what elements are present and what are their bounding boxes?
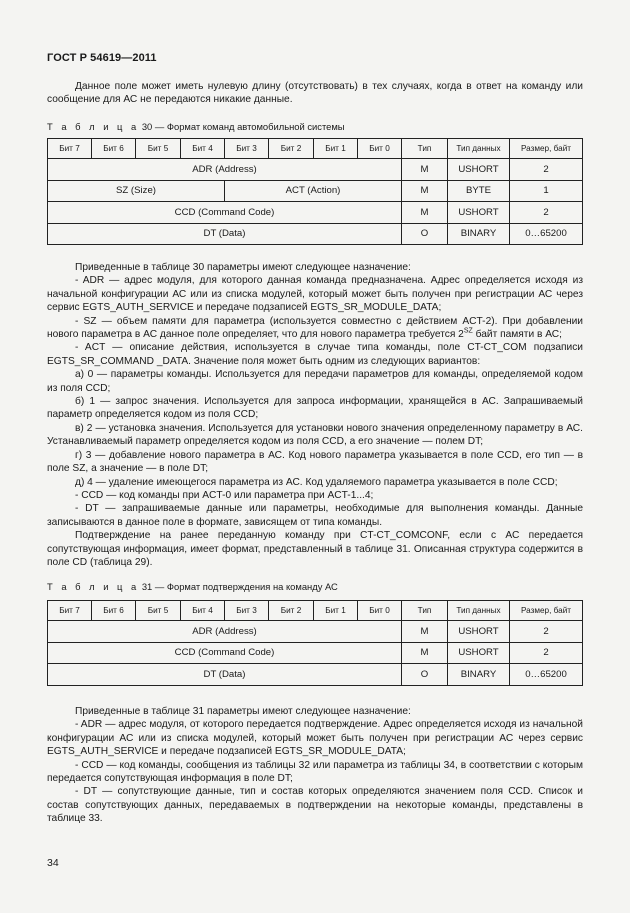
table-30-header-row	[48, 139, 583, 159]
size-cell: 1	[510, 180, 583, 202]
datatype-cell: USHORT	[448, 621, 510, 643]
intro-text: Данное поле может иметь нулевую длину (отсутствовать) в тех случаях, когда в ответ на команду или сообщение для АС не передаются никакие данные.	[47, 81, 583, 106]
table-row	[48, 664, 583, 686]
table-30-caption	[47, 121, 345, 132]
table-31-caption-text: 31 — Формат подтверждения на команду АС	[141, 581, 338, 592]
intro-paragraph	[47, 80, 583, 107]
type-cell: M	[402, 621, 448, 643]
datatype-cell: BINARY	[448, 223, 510, 245]
text-line: - ACT — описание действия, используется в случае типа команды, поле CT-CT_COM подзаписи EGTS_SR_COMMAND _DATA. Значение поля может быть одним из следующих вариантов:	[47, 342, 583, 367]
superscript: SZ	[463, 327, 473, 335]
text-line: а) 0 — параметры команды. Используется для передачи параметров для команды, определяемой кодом из поля CCD;	[47, 369, 583, 394]
table-row	[48, 159, 583, 181]
col-header: Бит 4	[181, 139, 225, 159]
datatype-cell: USHORT	[448, 642, 510, 664]
text-line: - ADR — адрес модуля, от которого передается подтверждение. Адрес определяется исходя из начальной конфигурации АС или из списка модулей, который может быть получен при регистрации АС через сервис EGTS_AUTH_SERVICE и передаче подзаписей EGTS_SR_MODULE_DATA;	[47, 719, 583, 758]
col-header: Бит 6	[92, 601, 136, 621]
col-header: Бит 0	[358, 139, 402, 159]
col-header: Тип	[402, 139, 448, 159]
type-cell: M	[402, 180, 448, 202]
datatype-cell: USHORT	[448, 202, 510, 224]
type-cell: O	[402, 223, 448, 245]
table-row	[48, 642, 583, 664]
text-line	[47, 315, 583, 342]
table-31-description	[47, 705, 583, 826]
size-cell: 2	[510, 642, 583, 664]
table-row	[48, 202, 583, 224]
size-cell: 2	[510, 159, 583, 181]
col-header: Бит 2	[269, 601, 314, 621]
field-name-cell: DT (Data)	[48, 223, 402, 245]
table-31-header-row	[48, 601, 583, 621]
table-30-caption-prefix: Т а б л и ц а	[47, 121, 140, 132]
text-line: Приведенные в таблице 30 параметры имеют следующее назначение:	[75, 262, 411, 273]
col-header: Бит 0	[358, 601, 402, 621]
table-30	[47, 138, 583, 245]
datatype-cell: BINARY	[448, 664, 510, 686]
text-line: - CCD — код команды, сообщения из таблицы 32 или параметра из таблицы 34, в соответствии с которым передается сопутствующая информация в поле DT;	[47, 759, 583, 785]
table-30-description	[47, 261, 583, 569]
text-line: д) 4 — удаление имеющегося параметра из АС. Код удаляемого параметра указывается в поле CCD;	[75, 476, 558, 488]
col-header: Размер, байт	[510, 139, 583, 159]
table-row	[48, 621, 583, 643]
col-header: Тип данных	[448, 139, 510, 159]
datatype-cell: BYTE	[448, 180, 510, 202]
field-name-cell: DT (Data)	[48, 664, 402, 686]
size-cell: 0…65200	[510, 223, 583, 245]
table-31-caption-prefix: Т а б л и ц а	[47, 581, 140, 592]
field-name-cell: ADR (Address)	[48, 621, 402, 643]
col-header: Бит 1	[314, 139, 358, 159]
field-name-cell: ADR (Address)	[48, 159, 402, 181]
field-name-cell: SZ (Size)	[48, 180, 225, 202]
text-line: Приведенные в таблице 31 параметры имеют следующее назначение:	[75, 706, 411, 717]
field-name-cell: CCD (Command Code)	[48, 642, 402, 664]
col-header: Бит 1	[314, 601, 358, 621]
size-cell: 2	[510, 621, 583, 643]
table-31-caption	[47, 581, 338, 592]
col-header: Размер, байт	[510, 601, 583, 621]
type-cell: M	[402, 159, 448, 181]
table-row	[48, 223, 583, 245]
text-line: - ADR — адрес модуля, для которого данная команда предназначена. Адрес определяется исходя из начальной конфигурации АС или из списка модулей, который может быть получен при регистрации АС через сервис EGTS_AUTH_SERVICE и передаче подзаписей EGTS_SR_MODULE_DATA;	[47, 275, 583, 314]
text-line: г) 3 — добавление нового параметра в АС. Код нового параметра указывается в поле CCD, его тип — в поле SZ, а значение — в поле DT;	[47, 449, 583, 475]
type-cell: O	[402, 664, 448, 686]
col-header: Тип	[402, 601, 448, 621]
text-line: б) 1 — запрос значения. Используется для запроса информации, хранящейся в АС. Запрашиваемый параметр определяется кодом из поля CCD;	[47, 396, 583, 421]
standard-header: ГОСТ Р 54619—2011	[47, 52, 157, 64]
datatype-cell: USHORT	[448, 159, 510, 181]
text-line: в) 2 — установка значения. Используется для установки нового значения определенному параметру в АС. Устанавливаемый параметр определяется кодом из поля CCD, а его значение — полем DT;	[47, 422, 583, 448]
col-header: Бит 7	[48, 601, 92, 621]
text-line: Подтверждение на ранее переданную команду при CT-CT_COMCONF, если с АС передается сопутствующая информация, имеет формат, представленный в таблице 31. Описанная структура содержится в поле CD (таблица 29).	[47, 530, 583, 568]
type-cell: M	[402, 642, 448, 664]
text-span: - SZ — объем памяти для параметра (используется совместно с действием ACT-2). При добавлении нового параметра в АС данное поле определяет, что для нового параметра требуется 2	[47, 315, 583, 341]
table-31	[47, 600, 583, 686]
text-line: - DT — сопутствующие данные, тип и состав которых определяются значением поля CCD. Список и состав сопутствующих данных, передаваемых в подтверждении на некоторые команды, представлены в таблице 33.	[47, 786, 583, 825]
size-cell: 2	[510, 202, 583, 224]
type-cell: M	[402, 202, 448, 224]
col-header: Бит 5	[136, 601, 181, 621]
col-header: Бит 4	[181, 601, 225, 621]
col-header: Бит 6	[92, 139, 136, 159]
table-row	[48, 180, 583, 202]
col-header: Бит 3	[225, 139, 269, 159]
table-30-caption-text: 30 — Формат команд автомобильной системы	[141, 121, 345, 132]
col-header: Бит 2	[269, 139, 314, 159]
col-header: Бит 5	[136, 139, 181, 159]
text-line: - CCD — код команды при ACT-0 или параметра при ACT-1...4;	[75, 489, 374, 501]
text-span: байт памяти в АС;	[472, 329, 562, 341]
col-header: Бит 3	[225, 601, 269, 621]
page-number: 34	[47, 857, 59, 869]
field-name-cell: CCD (Command Code)	[48, 202, 402, 224]
col-header: Тип данных	[448, 601, 510, 621]
field-name-cell: ACT (Action)	[225, 180, 402, 202]
text-line: - DT — запрашиваемые данные или параметры, необходимые для выполнения команды. Данные записываются в данное поле в формате, зависящем от типа команды.	[47, 503, 583, 528]
size-cell: 0…65200	[510, 664, 583, 686]
col-header: Бит 7	[48, 139, 92, 159]
